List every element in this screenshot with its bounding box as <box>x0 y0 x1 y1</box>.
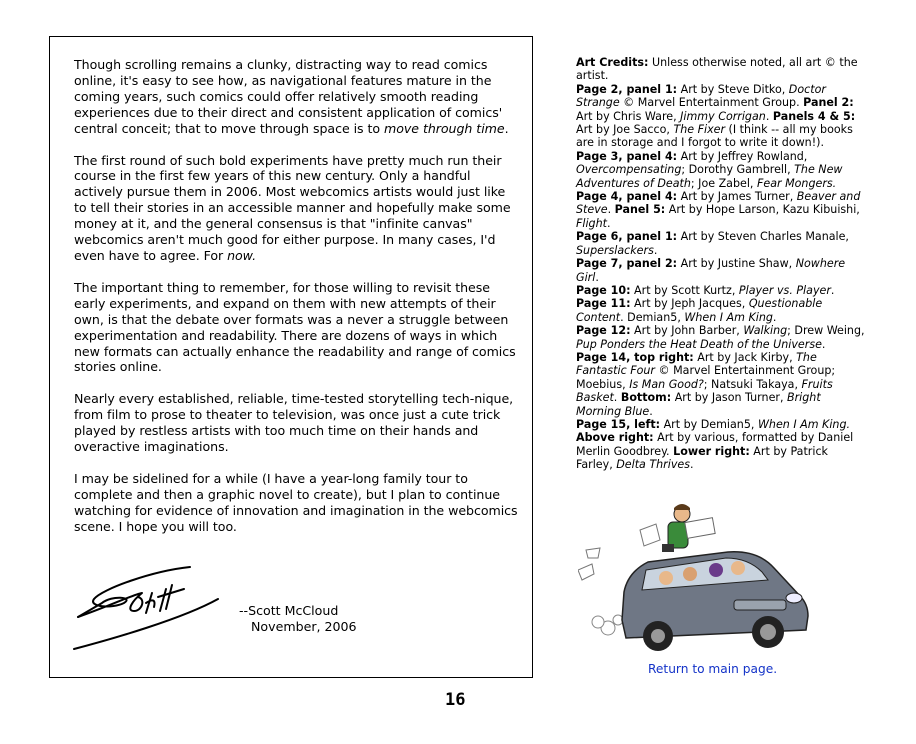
credit-label: Lower right: <box>673 444 750 458</box>
credit-title: When I Am King <box>684 310 773 324</box>
credit-title: The Fantastic Four <box>576 350 817 378</box>
credit-text: . <box>653 243 658 257</box>
credit-title: Doctor Strange <box>576 82 826 110</box>
essay-text-run: Though scrolling remains a clunky, distracting way to read comics online, it's easy to see how, as navigational features mature in the coming years, such comics could offer relatively smooth reading experiences due to their direct and consistent application of comics' central conceit; that to move through space is to <box>74 57 503 136</box>
sign-off <box>239 603 357 635</box>
essay-emphasis: now. <box>227 247 257 263</box>
credit-text: . <box>595 270 599 284</box>
credit-label: Page 15, left: <box>576 417 661 431</box>
credit-entry <box>576 190 866 230</box>
credit-label: Bottom: <box>620 391 672 405</box>
credit-title: Bright Morning Blue <box>576 391 821 418</box>
essay-emphasis: move through time <box>384 120 505 136</box>
credit-text: Art by Justine Shaw, <box>677 257 796 271</box>
family-car-illustration <box>578 500 814 660</box>
credit-text: Art by Jack Kirby, <box>693 350 797 364</box>
author-name: --Scott McCloud <box>239 603 339 618</box>
credit-text: ; Joe Zabel, <box>690 176 757 190</box>
credit-text: ; Natsuki Takaya, <box>703 377 802 391</box>
credit-title: Fear Mongers. <box>756 176 837 190</box>
essay-paragraph-4: Nearly every established, reliable, time-tested storytelling tech-nique, from film to prose to theater to television, was once just a cute trick played by restless artists with too much time on their hands and overactive imaginations. <box>74 391 514 455</box>
credit-title: Beaver and Steve <box>576 190 861 217</box>
credit-label: Page 11: <box>576 297 631 311</box>
credit-title: Is Man Good? <box>629 377 704 391</box>
credit-title: Fruits Basket <box>576 377 833 405</box>
credit-label: Page 3, panel 4: <box>576 149 678 163</box>
credit-text: Art by Steve Ditko, <box>677 82 789 96</box>
credit-entry <box>576 83 866 150</box>
credit-label: Panel 2: <box>803 96 854 110</box>
credit-title: Flight <box>576 216 607 230</box>
credit-entry <box>576 324 866 351</box>
credit-entry <box>576 284 866 297</box>
credit-label: Panel 5: <box>614 203 666 217</box>
credit-text: © Marvel Entertainment Group; Moebius, <box>576 364 836 391</box>
essay-text <box>74 57 519 551</box>
credit-title: Overcompensating <box>576 163 682 177</box>
essay-text-run: The first round of such bold experiments have pretty much run their course in the first few years of this new century. Only a handful actively pursue them in 2006. Most webcomics artists would just like to tell their stories in an accessible manner and hopefully make some money at it, and the general consensus is that "infinite canvas" webcomics aren't much good for either purpose. In many cases, I'd even have to agree. For <box>74 152 511 263</box>
essay-paragraph-2 <box>74 153 519 264</box>
essay-paragraph-1 <box>74 57 519 137</box>
credit-text: Art by Jason Turner, <box>671 391 788 405</box>
credit-text: . <box>772 310 777 324</box>
signature-image <box>72 559 222 655</box>
credit-title: Jimmy Corrigan <box>680 109 766 123</box>
credit-title: Player vs. Player <box>738 283 831 297</box>
credit-entry <box>576 418 866 472</box>
essay-text-run: . <box>504 120 509 136</box>
credit-label: Page 6, panel 1: <box>576 230 678 244</box>
credit-text: . <box>690 458 694 472</box>
credit-entry <box>576 150 866 190</box>
credit-label: Page 14, top right: <box>576 350 694 364</box>
credit-title: Pup Ponders the Heat Death of the Universe <box>576 337 822 351</box>
credit-text: . <box>821 337 826 351</box>
credit-text: ; Drew Weing, <box>787 324 865 338</box>
credit-text: Art by Jeph Jacques, <box>630 297 749 311</box>
credit-label: Panels 4 & 5: <box>772 109 856 123</box>
credit-text: ; Dorothy Gambrell, <box>681 163 795 177</box>
credit-entry <box>576 230 866 257</box>
page-number: 16 <box>445 690 466 710</box>
credit-text: Unless otherwise noted, all art © the artist. <box>576 56 858 83</box>
credit-label: Page 2, panel 1: <box>576 82 678 96</box>
credit-text: . Demian5, <box>620 310 685 324</box>
credit-label: Page 10: <box>576 283 631 297</box>
credit-title: Questionable Content <box>576 297 823 324</box>
credit-text: Art by Hope Larson, Kazu Kibuishi, <box>665 203 860 217</box>
credit-text: Art by Joe Sacco, <box>576 123 674 137</box>
credit-label: Page 7, panel 2: <box>576 257 678 271</box>
credit-title: When I Am King. <box>757 417 851 431</box>
credit-text: © Marvel Entertainment Group. <box>619 96 804 110</box>
credit-text: Art by Demian5, <box>660 417 758 431</box>
credit-text: . <box>606 216 611 230</box>
credit-label: Page 12: <box>576 324 631 338</box>
sign-off-date: November, 2006 <box>251 618 357 634</box>
credit-text: . <box>765 109 773 123</box>
exhaust-cloud <box>592 615 623 635</box>
credit-text: . <box>607 203 615 217</box>
credit-text: Art by various, formatted by Daniel Merlin Goodbrey. <box>576 431 854 458</box>
credit-text: Art by Jeffrey Rowland, <box>677 149 808 163</box>
credit-text: Art by Scott Kurtz, <box>630 283 739 297</box>
credit-entry <box>576 351 866 418</box>
credit-text: Art by Chris Ware, <box>576 109 681 123</box>
credit-text: . <box>649 404 653 418</box>
credit-title: The Fixer <box>673 123 726 137</box>
credit-entry <box>576 257 866 284</box>
credit-text: Art by Patrick Farley, <box>576 444 828 472</box>
credit-label: Art Credits: <box>576 56 649 69</box>
credit-label: Above right: <box>576 431 654 445</box>
essay-paragraph-3: The important thing to remember, for those willing to revisit these early experiments, and expand on them with new attempts of their own, is that the debate over formats was a never a struggle between experimentation and readability. There are dozens of ways in which new formats can actually enhance the readability and range of comics stories online. <box>74 279 516 375</box>
credit-text: Art by James Turner, <box>677 190 797 204</box>
essay-panel <box>49 36 533 678</box>
credit-label: Page 4, panel 4: <box>576 190 678 204</box>
credit-title: Superslackers <box>576 243 654 257</box>
credit-title: Nowhere Girl <box>576 257 846 284</box>
return-to-main-link[interactable]: Return to main page. <box>648 662 778 676</box>
credit-text: (I think -- all my books are in storage and I forgot to write it down!). <box>576 123 853 150</box>
credit-text: Art by John Barber, <box>630 324 744 338</box>
credit-text: . <box>830 283 835 297</box>
credit-text: . <box>613 391 621 405</box>
essay-paragraph-5: I may be sidelined for a while (I have a year-long family tour to complete and then a graphic novel to create), but I plan to continue watching for evidence of innovation and imagination in the webcomics scene. I hope you will too. <box>74 470 518 534</box>
art-credits <box>576 56 866 472</box>
credit-title: The New Adventures of Death <box>576 163 843 190</box>
man-on-roof <box>662 504 715 552</box>
credit-title: Delta Thrives <box>616 458 690 472</box>
credit-title: Walking <box>743 324 788 338</box>
credit-entry <box>576 297 866 324</box>
credit-text: Art by Steven Charles Manale, <box>677 230 849 244</box>
credit-entry <box>576 56 866 83</box>
